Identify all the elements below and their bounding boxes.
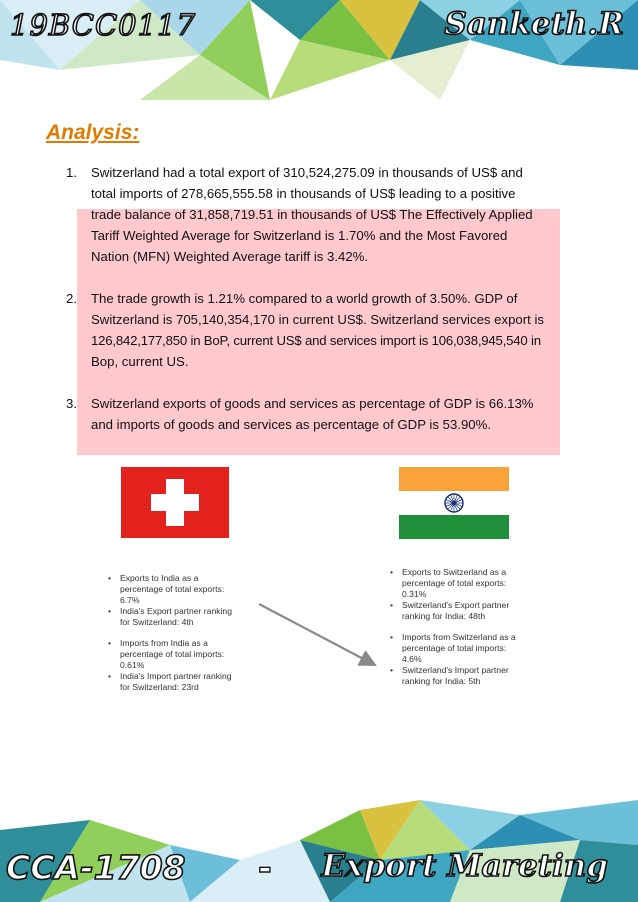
analysis-line: Switzerland had a total export of 310,524,275.09 in thousands of US$ and <box>91 165 523 180</box>
india-flag-icon <box>399 467 509 539</box>
footer-separator: - <box>258 848 272 887</box>
analysis-line: The trade growth is 1.21% compared to a world growth of 3.50%. GDP of <box>91 291 518 306</box>
india-bullet-item: • Exports to Switzerland as a percentage of total exports: 0.31% <box>390 567 550 600</box>
analysis-line: trade balance of 31,858,719.51 in thousands of US$ The Effectively Applied <box>91 207 533 222</box>
analysis-item-2 <box>66 288 566 372</box>
analysis-line: 126,842,177,850 in BoP, current US$ and services import is 106,038,945,540 in <box>91 333 541 348</box>
header-author-name: Sanketh.R <box>444 6 624 42</box>
footer-course-title: Export Mareting <box>321 848 608 884</box>
footer-course-code: CCA-1708 <box>6 848 186 887</box>
header-student-id: 19BCC0117 <box>10 8 196 42</box>
india-bullet-item: • Imports from Switzerland as a percentage of total imports: 4.6% <box>390 632 550 665</box>
trade-arrow-icon <box>255 600 385 675</box>
analysis-item-number: 2. <box>66 291 77 306</box>
analysis-line: total imports of 278,665,555.58 in thousands of US$ leading to a positive <box>91 186 516 201</box>
analysis-line: Bop, current US. <box>91 354 189 369</box>
india-bullet-item: • Switzerland's Import partner ranking for India: 5th <box>390 665 550 687</box>
analysis-line: Tariff Weighted Average for Switzerland is 1.70% and the Most Favored <box>91 228 508 243</box>
ashoka-chakra-icon <box>443 492 465 514</box>
india-trade-bullets <box>390 567 550 687</box>
switzerland-trade-bullets <box>108 573 268 693</box>
section-title: Analysis: <box>46 121 140 144</box>
analysis-list <box>66 162 566 456</box>
switzerland-bullet-item: • Imports from India as a percentage of total imports: 0.61% <box>108 638 268 671</box>
switzerland-bullet-item: • India's Import partner ranking for Switzerland: 23rd <box>108 671 268 693</box>
switzerland-bullet-item: • Exports to India as a percentage of total exports: 6.7% <box>108 573 268 606</box>
analysis-line: Nation (MFN) Weighted Average tariff is 3.42%. <box>91 249 369 264</box>
india-bullet-item: • Switzerland's Export partner ranking for India: 48th <box>390 600 550 622</box>
analysis-item-number: 1. <box>66 165 77 180</box>
analysis-item-1 <box>66 162 566 267</box>
analysis-line: Switzerland exports of goods and services as percentage of GDP is 66.13% <box>91 396 534 411</box>
analysis-line: Switzerland is 705,140,354,170 in current US$. Switzerland services export is <box>91 312 544 327</box>
switzerland-flag-icon <box>121 467 229 538</box>
analysis-item-number: 3. <box>66 396 77 411</box>
analysis-item-3 <box>66 393 566 435</box>
analysis-line: and imports of goods and services as percentage of GDP is 53.90%. <box>91 417 492 432</box>
switzerland-bullet-item: • India's Export partner ranking for Switzerland: 4th <box>108 606 268 628</box>
